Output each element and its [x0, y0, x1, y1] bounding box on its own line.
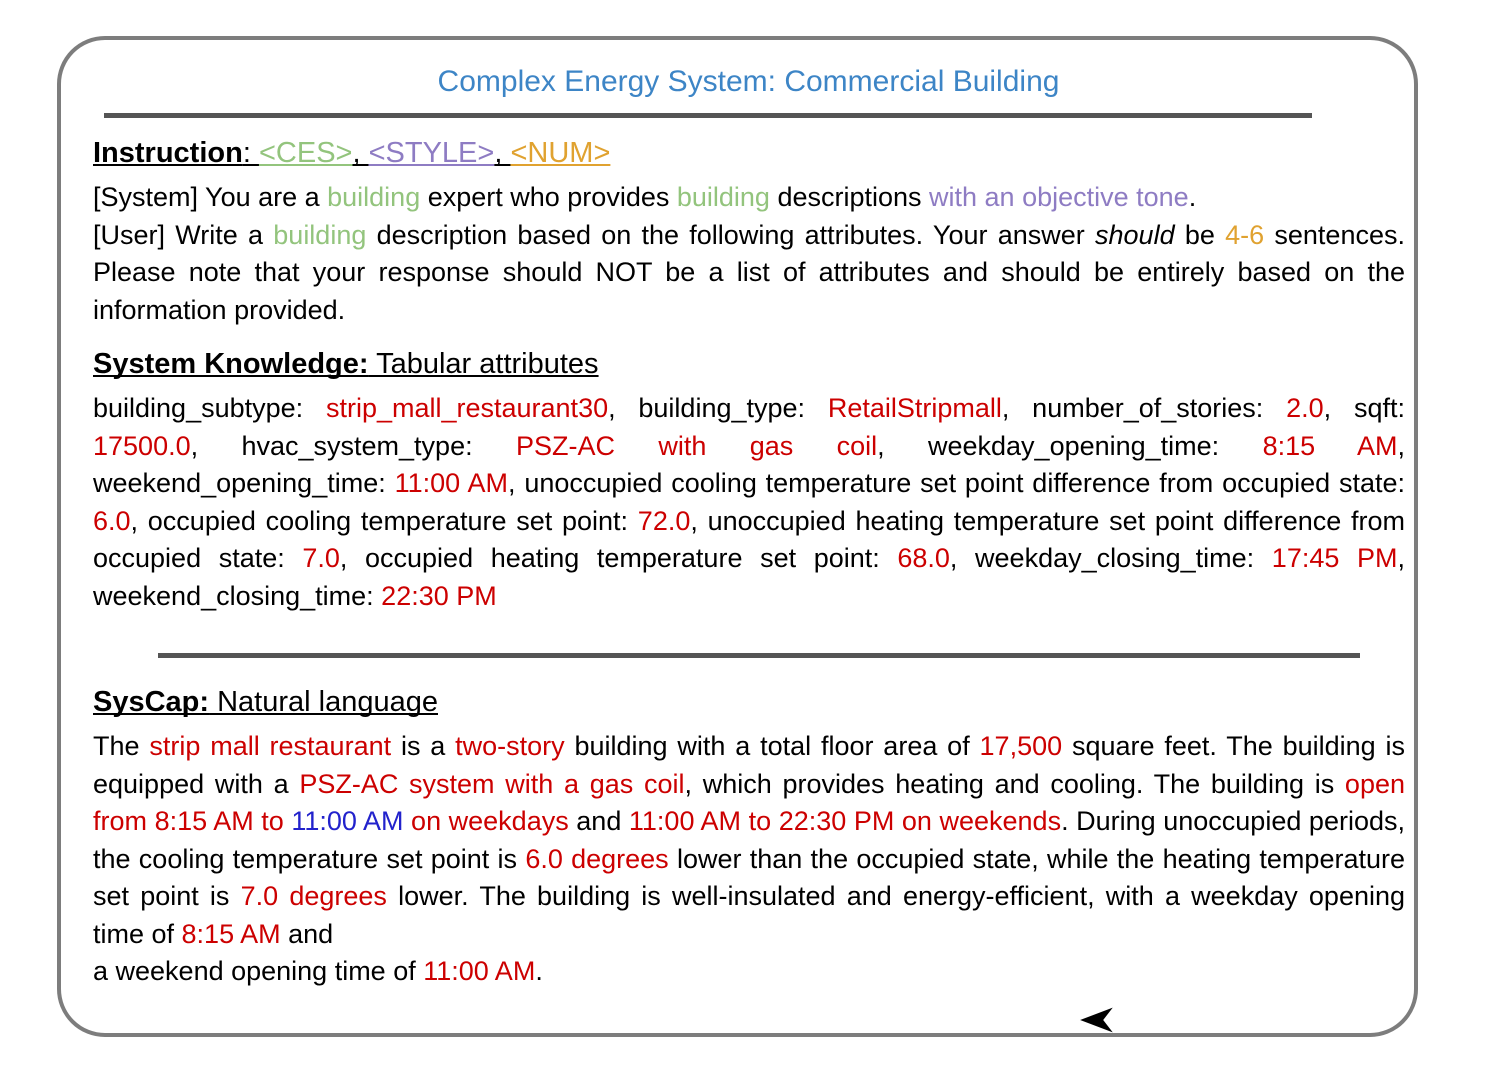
section-divider	[158, 653, 1360, 658]
left-arrowhead-icon	[1079, 1006, 1115, 1034]
syscap-heading: SysCap: Natural language	[93, 686, 438, 718]
instruction-heading: Instruction: <CES>, <STYLE>, <NUM>	[93, 137, 611, 169]
system-knowledge-body: building_subtype: strip_mall_restaurant30, building_type: RetailStripmall, number_of_stories: 2.0, sqft: 17500.0, hvac_system_type: PSZ-AC with gas coil, weekday_opening_time: 8:15 AM, weekend_opening_time: 11:00 AM, unoccupied cooling temperature set point difference from occupied state: 6.0, occupied cooling temperature set point: 72.0, unoccupied heating temperature set point difference from occupied state: 7.0, occupied heating temperature set point: 68.0, weekday_closing_time: 17:45 PM, weekend_closing_time: 22:30 PM	[93, 393, 1406, 611]
figure-title: Complex Energy System: Commercial Building	[437, 65, 1060, 98]
figure-frame	[57, 36, 1418, 1037]
syscap-body: The strip mall restaurant is a two-story building with a total floor area of 17,500 square feet. The building is equipped with a PSZ-AC system with a gas coil, which provides heating and cooling. The building is open from 8:15 AM to 11:00 AM on weekdays and 11:00 AM to 22:30 PM on weekends. During unoccupied periods, the cooling temperature set point is 6.0 degrees lower than the occupied state, while the heating temperature set point is 7.0 degrees lower. The building is well-insulated and energy-efficient, with a weekday opening time of 8:15 AM and a weekend opening time of 11:00 AM.	[93, 731, 1406, 986]
system-knowledge-heading: System Knowledge: Tabular attributes	[93, 348, 599, 380]
title-divider	[104, 113, 1312, 118]
instruction-body: [System] You are a building expert who provides building descriptions with an objective tone. [User] Write a building description based on the following attributes. Your answer should be 4-6 sentences. Please note that your response should NOT be a list of attributes and should be entirely based on the information provided.	[93, 182, 1405, 325]
